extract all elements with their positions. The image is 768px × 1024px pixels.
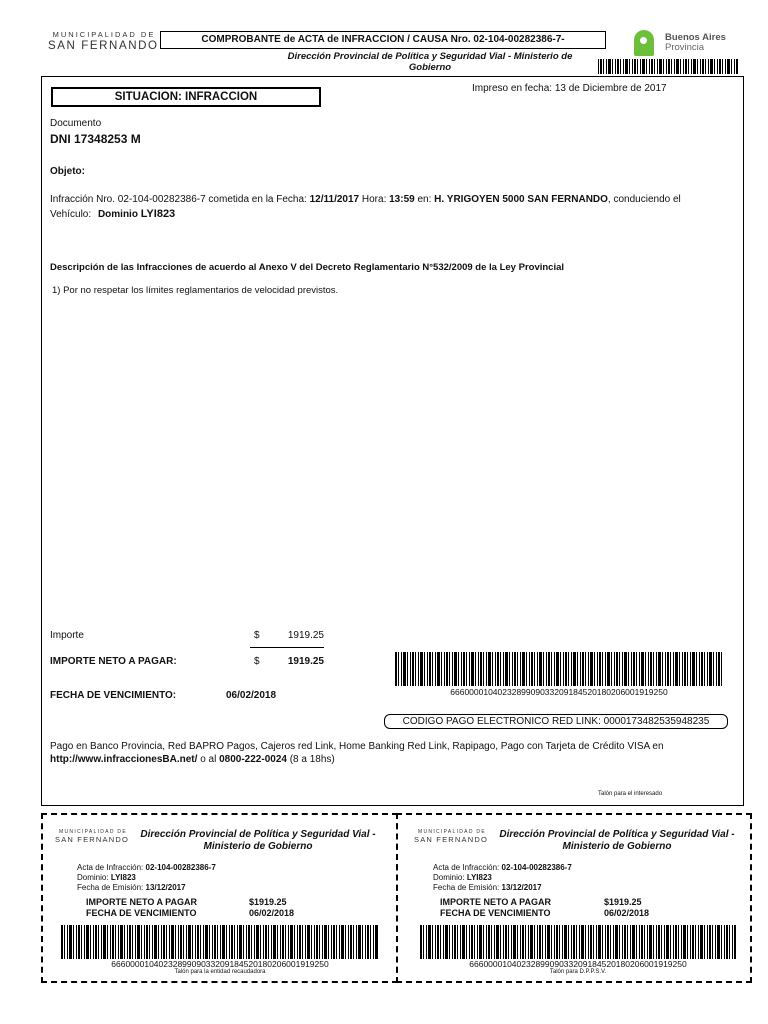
vencimiento-value: 06/02/2018 bbox=[226, 690, 277, 701]
stub-muni-logo bbox=[55, 829, 131, 844]
stub-dppsv bbox=[396, 813, 752, 983]
stub-acta-label: Acta de Infracción: bbox=[77, 863, 144, 872]
stub-dominio-label: Dominio: bbox=[433, 873, 465, 882]
main-form bbox=[41, 76, 744, 806]
infraction-text bbox=[50, 193, 730, 222]
payment-text: Pago en Banco Provincia, Red BAPRO Pagos, Cajeros red Link, Home Banking Red Link, Rapipago, Pago con Tarjeta de Crédito VISA en bbox=[50, 741, 664, 752]
main-barcode-number: 6660000104023289909033209184520180206001919250 bbox=[450, 687, 668, 697]
talon-interesado: Talón para el interesado bbox=[598, 791, 663, 797]
codigo-pago-text: CODIGO PAGO ELECTRONICO RED LINK: 0000173482535948235 bbox=[402, 716, 710, 727]
infraction-item: 1) Por no respetar los límites reglamentarios de velocidad previstos. bbox=[52, 285, 339, 296]
document-title-text: COMPROBANTE de ACTA de INFRACCION / CAUSA Nro. 02-104-00282386-7- bbox=[201, 34, 565, 45]
stub-muni-logo-line2: SAN FERNANDO bbox=[414, 835, 488, 844]
stub-barcode-number: 6660000104023289909033209184520180206001919250 bbox=[111, 959, 329, 969]
infraction-place: H. YRIGOYEN 5000 SAN FERNANDO bbox=[434, 194, 608, 205]
stub-acta-value: 02-104-00282386-7 bbox=[501, 863, 572, 872]
infraction-en-label: en: bbox=[417, 194, 432, 205]
payment-phone: 0800-222-0024 bbox=[219, 754, 287, 765]
header-barcode bbox=[598, 59, 738, 74]
situacion-box bbox=[51, 87, 321, 107]
stub-venc-label: FECHA DE VENCIMIENTO bbox=[86, 908, 197, 918]
stub-talon: Talón para la entidad recaudadora bbox=[174, 969, 266, 975]
infraction-suffix: , conduciendo el bbox=[607, 194, 681, 205]
dominio-label: Dominio bbox=[97, 209, 138, 220]
stub-acta-value: 02-104-00282386-7 bbox=[145, 863, 216, 872]
vehiculo-label: Vehículo: bbox=[50, 209, 92, 220]
payment-hours: (8 a 18hs) bbox=[286, 754, 335, 765]
payment-info bbox=[50, 740, 740, 766]
province-logo-line2: Provincia bbox=[665, 42, 705, 53]
amount-divider bbox=[250, 647, 324, 648]
stub-title: Dirección Provincial de Política y Seguridad Vial - Ministerio de Gobierno bbox=[499, 829, 735, 852]
description-heading: Descripción de las Infracciones de acuerdo al Anexo V del Decreto Reglamentario N°532/2009 de la Ley Provincial bbox=[50, 262, 565, 273]
province-logo-mark-hole bbox=[640, 37, 647, 44]
stub-venc-value: 06/02/2018 bbox=[604, 908, 650, 918]
stub-title: Dirección Provincial de Política y Seguridad Vial - Ministerio de Gobierno bbox=[140, 829, 376, 852]
payment-o-al: o al bbox=[197, 754, 220, 765]
stub-muni-logo bbox=[414, 829, 490, 844]
municipality-logo-line1: MUNICIPALIDAD DE bbox=[52, 30, 156, 39]
printed-date: Impreso en fecha: 13 de Diciembre de 2017 bbox=[472, 83, 667, 94]
stub-emision-value: 13/12/2017 bbox=[145, 883, 186, 892]
stub-dominio bbox=[433, 873, 492, 882]
stub-muni-logo-line1: MUNICIPALIDAD DE bbox=[418, 829, 486, 835]
importe-label: Importe bbox=[50, 630, 84, 641]
stub-muni-logo-line2: SAN FERNANDO bbox=[55, 835, 129, 844]
stub-dominio-label: Dominio: bbox=[77, 873, 109, 882]
stub-dominio-value: LYI823 bbox=[110, 873, 136, 882]
stub-neto-label: IMPORTE NETO A PAGAR bbox=[440, 897, 552, 907]
vencimiento-label: FECHA DE VENCIMIENTO: bbox=[50, 690, 177, 701]
stub-barcode bbox=[420, 925, 736, 959]
stub-neto-label: IMPORTE NETO A PAGAR bbox=[86, 897, 198, 907]
infraction-prefix: Infracción Nro. 02-104-00282386-7 cometida en la Fecha: bbox=[50, 194, 307, 205]
payment-url[interactable]: http://www.infraccionesBA.net/ bbox=[50, 754, 198, 765]
stub-barcode-number: 6660000104023289909033209184520180206001919250 bbox=[469, 959, 687, 969]
stub-acta-label: Acta de Infracción: bbox=[433, 863, 500, 872]
document-subtitle: Dirección Provincial de Política y Seguridad Vial - Ministerio de Gobierno bbox=[287, 51, 573, 73]
infraction-time: 13:59 bbox=[389, 194, 415, 205]
stub-emision-label: Fecha de Emisión: bbox=[433, 883, 500, 892]
stub-barcode bbox=[61, 925, 379, 959]
stub-acta bbox=[77, 863, 216, 872]
municipality-logo-line2: SAN FERNANDO bbox=[48, 40, 159, 52]
province-logo-line1: Buenos Aires bbox=[665, 32, 726, 43]
stub-emision bbox=[77, 883, 186, 892]
codigo-pago-box bbox=[384, 714, 728, 729]
importe-value: 1919.25 bbox=[287, 630, 324, 641]
neto-currency: $ bbox=[254, 656, 260, 667]
infraction-date: 12/11/2017 bbox=[309, 194, 360, 205]
stub-emision-value: 13/12/2017 bbox=[501, 883, 542, 892]
documento-label: Documento bbox=[50, 118, 102, 129]
stub-entidad bbox=[41, 813, 398, 983]
stub-emision-label: Fecha de Emisión: bbox=[77, 883, 144, 892]
dominio-value: LYI823 bbox=[140, 208, 176, 220]
stub-emision bbox=[433, 883, 542, 892]
stub-venc-value: 06/02/2018 bbox=[249, 908, 295, 918]
neto-label: IMPORTE NETO A PAGAR: bbox=[50, 656, 177, 667]
document-title bbox=[160, 31, 606, 49]
province-logo bbox=[634, 30, 754, 60]
importe-currency: $ bbox=[254, 630, 260, 641]
situacion-text: SITUACION: INFRACCION bbox=[114, 91, 258, 103]
stub-talon: Talón para D.P.P.S.V. bbox=[549, 969, 607, 975]
infraction-hora-label: Hora: bbox=[361, 194, 387, 205]
objeto-label: Objeto: bbox=[50, 166, 85, 177]
stub-dominio bbox=[77, 873, 136, 882]
stub-muni-logo-line1: MUNICIPALIDAD DE bbox=[59, 829, 127, 835]
stub-venc-label: FECHA DE VENCIMIENTO bbox=[440, 908, 551, 918]
stub-dominio-value: LYI823 bbox=[466, 873, 492, 882]
dni-value: DNI 17348253 M bbox=[50, 132, 141, 146]
municipality-logo bbox=[48, 30, 160, 52]
stub-neto-value: $1919.25 bbox=[249, 897, 287, 907]
main-barcode bbox=[395, 652, 723, 686]
stub-neto-value: $1919.25 bbox=[604, 897, 642, 907]
neto-value: 1919.25 bbox=[287, 656, 324, 667]
stub-acta bbox=[433, 863, 572, 872]
